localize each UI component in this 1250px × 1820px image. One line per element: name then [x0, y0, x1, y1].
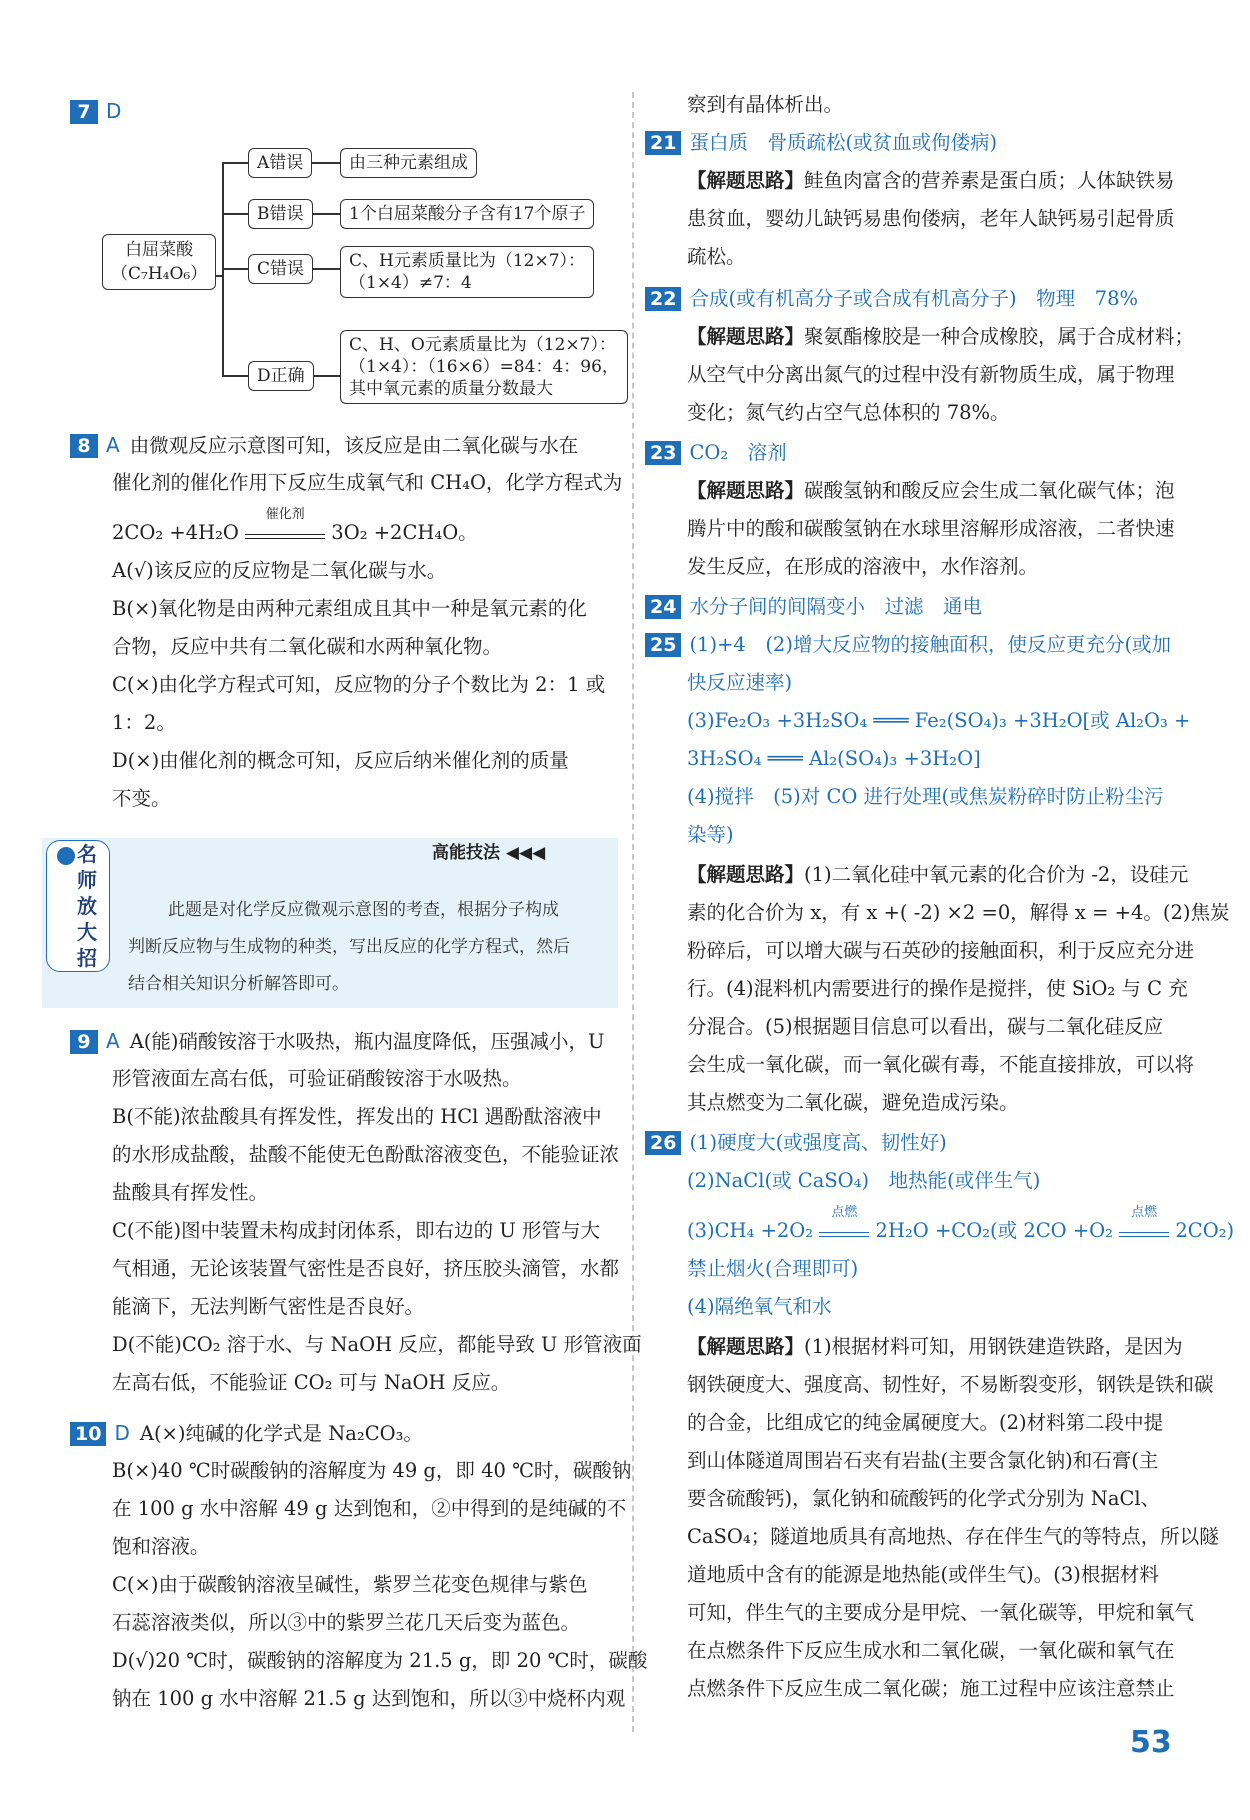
q25-header [645, 632, 1171, 658]
tree-d-label: D正确 [248, 361, 314, 391]
q10-number: 10 [70, 1422, 106, 1446]
q10-c2: 石蕊溶液类似，所以③中的紫罗兰花几天后变为蓝色。 [112, 1611, 581, 1634]
q25-l1: 【解题思路】(1)二氧化硅中氧元素的化合价为 -2，设硅元 [687, 863, 1189, 886]
teacher-icon [57, 847, 75, 865]
q7-number: 7 [70, 100, 98, 124]
q26-answer-4: 禁止烟火(合理即可) [687, 1257, 859, 1280]
q8-c2: 1：2。 [112, 711, 176, 734]
q22-l2: 从空气中分离出氮气的过程中没有新物质生成，属于物理 [687, 363, 1175, 386]
q22-answer: 合成(或有机高分子或合成有机高分子) 物理 78% [689, 287, 1139, 310]
q23-l3: 发生反应，在形成的溶液中，水作溶剂。 [687, 555, 1039, 578]
q8-line2: 催化剂的催化作用下反应生成氧气和 CH₄O，化学方程式为 [112, 471, 623, 494]
q21-l2: 患贫血，婴幼儿缺钙易患佝偻病，老年人缺钙易引起骨质 [687, 207, 1175, 230]
q21-number: 21 [645, 131, 681, 155]
q8-answer: A [106, 433, 120, 457]
q9-c3: 能滴下，无法判断气密性是否良好。 [112, 1295, 425, 1318]
q21-l3: 疏松。 [687, 245, 746, 268]
q25-l7: 其点燃变为二氧化碳，避免造成污染。 [687, 1091, 1019, 1114]
q21-l1: 【解题思路】鲑鱼肉富含的营养素是蛋白质；人体缺铁易 [687, 169, 1175, 192]
q10-answer: D [114, 1421, 130, 1445]
q26-l9: 在点燃条件下反应生成水和二氧化碳，一氧化碳和氧气在 [687, 1639, 1175, 1662]
q25-answer-4: 3H₂SO₄ ═══ Al₂(SO₄)₃ +3H₂O] [687, 747, 981, 770]
q10-b2: 在 100 g 水中溶解 49 g 达到饱和，②中得到的是纯碱的不 [112, 1497, 627, 1520]
q22-l3: 变化；氮气约占空气总体积的 78%。 [687, 401, 1010, 424]
q25-l5: 分混合。(5)根据题目信息可以看出，碳与二氧化硅反应 [687, 1015, 1164, 1038]
q9-d2: 左高右低，不能验证 CO₂ 可与 NaOH 反应。 [112, 1371, 511, 1394]
q26-l2: 钢铁硬度大、强度高、韧性好，不易断裂变形，钢铁是铁和碳 [687, 1373, 1214, 1396]
q10-b3: 饱和溶液。 [112, 1535, 210, 1558]
q25-l2: 素的化合价为 x，有 x +( -2) ×2 =0，解得 x = +4。(2)焦炭 [687, 901, 1230, 924]
q8-c1: C(×)由化学方程式可知，反应物的分子个数比为 2：1 或 [112, 673, 606, 696]
q9-c2: 气相通，无论该装置气密性是否良好，挤压胶头滴管，水都 [112, 1257, 620, 1280]
q10-continued: 察到有晶体析出。 [687, 93, 844, 116]
column-divider [632, 92, 634, 1732]
q7-answer: D [106, 99, 122, 123]
q9-c1: C(不能)图中装置未构成封闭体系，即右边的 U 形管与大 [112, 1219, 600, 1242]
tree-a-label: A错误 [248, 148, 312, 178]
q8-b1: B(×)氧化物是由两种元素组成且其中一种是氧元素的化 [112, 597, 587, 620]
q8-a: A(√)该反应的反应物是二氧化碳与水。 [112, 559, 447, 582]
q22-number: 22 [645, 287, 681, 311]
q26-answer-2: (2)NaCl(或 CaSO₄) 地热能(或伴生气) [687, 1169, 1041, 1192]
q25-l4: 行。(4)混料机内需要进行的操作是搅拌，使 SiO₂ 与 C 充 [687, 977, 1188, 1000]
q9-line2: 形管液面左高右低，可验证硝酸铵溶于水吸热。 [112, 1067, 522, 1090]
q25-l3: 粉碎后，可以增大碳与石英砂的接触面积，利于反应充分进 [687, 939, 1195, 962]
q26-l6: CaSO₄；隧道地质具有高地热、存在伴生气的等特点，所以隧 [687, 1525, 1219, 1548]
tip-label: 名师放大招 [46, 840, 110, 972]
q23-number: 23 [645, 441, 681, 465]
tip-subtitle: 高能技法 ◀◀◀ [432, 843, 546, 863]
tip-text1: 此题是对化学反应微观示意图的考查，根据分子构成 [168, 900, 559, 920]
tree-c-label: C错误 [248, 254, 313, 284]
tree-d-text: C、H、O元素质量比为（12×7）： （1×4）：（16×6）=84：4：96， 其中氧元素的质量分数最大 [340, 330, 628, 404]
q26-header [645, 1130, 947, 1156]
q25-answer-2: 快反应速率) [687, 671, 793, 694]
q8-b2: 合物，反应中共有二氧化碳和水两种氧化物。 [112, 635, 503, 658]
q23-answer: CO₂ 溶剂 [689, 441, 787, 464]
q23-l2: 腾片中的酸和碳酸氢钠在水球里溶解形成溶液，二者快速 [687, 517, 1175, 540]
q9-b3: 盐酸具有挥发性。 [112, 1181, 269, 1204]
q10-line1: 10 D A(×)纯碱的化学式是 Na₂CO₃。 [70, 1420, 423, 1447]
q26-l1: 【解题思路】(1)根据材料可知，用钢铁建造铁路，是因为 [687, 1335, 1183, 1358]
q9-b2: 的水形成盐酸，盐酸不能使无色酚酞溶液变色，不能验证浓 [112, 1143, 620, 1166]
q10-c1: C(×)由于碳酸钠溶液呈碱性，紫罗兰花变色规律与紫色 [112, 1573, 588, 1596]
q26-l5: 要含硫酸钙)，氯化钠和硫酸钙的化学式分别为 NaCl、 [687, 1487, 1161, 1510]
q25-number: 25 [645, 633, 681, 657]
arrow-icon: ◀◀◀ [505, 843, 546, 863]
tree-b-text: 1个白屈菜酸分子含有17个原子 [340, 199, 594, 229]
tree-root: 白屈菜酸 （C₇H₄O₆） [102, 234, 216, 290]
q26-answer-5: (4)隔绝氧气和水 [687, 1295, 832, 1318]
q8-equation: 2CO₂ +4H₂O 催化剂 3O₂ +2CH₄O。 [112, 507, 478, 544]
q26-answer-1: (1)硬度大(或强度高、韧性好) [689, 1131, 947, 1154]
q22-header [645, 286, 1138, 312]
q8-line1: 8 A 由微观反应示意图可知，该反应是由二氧化碳与水在 [70, 432, 578, 459]
q9-line1: 9 A A(能)硝酸铵溶于水吸热，瓶内温度降低，压强减小，U [70, 1028, 604, 1055]
q26-l4: 到山体隧道周围岩石夹有岩盐(主要含氯化钠)和石膏(主 [687, 1449, 1159, 1472]
tree-c-text: C、H元素质量比为（12×7）： （1×4）≠7：4 [340, 246, 594, 298]
q25-l6: 会生成一氧化碳，而一氧化碳有毒，不能直接排放，可以将 [687, 1053, 1195, 1076]
q8-d1: D(×)由催化剂的概念可知，反应后纳米催化剂的质量 [112, 749, 569, 772]
q26-l8: 可知，伴生气的主要成分是甲烷、一氧化碳等，甲烷和氧气 [687, 1601, 1195, 1624]
q26-l7: 道地质中含有的能源是地热能(或伴生气)。(3)根据材料 [687, 1563, 1159, 1586]
q10-d1: D(√)20 ℃时，碳酸钠的溶解度为 21.5 g，即 20 ℃时，碳酸 [112, 1649, 648, 1672]
q25-answer-5: (4)搅拌 (5)对 CO 进行处理(或焦炭粉碎时防止粉尘污 [687, 785, 1164, 808]
q22-l1: 【解题思路】聚氨酯橡胶是一种合成橡胶，属于合成材料； [687, 325, 1195, 348]
q8-number: 8 [70, 434, 98, 458]
q26-l10: 点燃条件下反应生成二氧化碳；施工过程中应该注意禁止 [687, 1677, 1175, 1700]
tree-a-text: 由三种元素组成 [340, 148, 477, 178]
q24-number: 24 [645, 595, 681, 619]
q7-header [70, 98, 131, 125]
q25-answer-1: (1)+4 (2)增大反应物的接触面积，使反应更充分(或加 [689, 633, 1172, 656]
q26-answer-3: (3)CH₄ +2O₂ 点燃 2H₂O +CO₂(或 2CO +O₂ 点燃 2CO₂) [687, 1205, 1235, 1242]
q10-d2: 钠在 100 g 水中溶解 21.5 g 达到饱和，所以③中烧杯内观 [112, 1687, 626, 1710]
q26-l3: 的合金，比组成它的纯金属硬度大。(2)材料第二段中提 [687, 1411, 1164, 1434]
q8-d2: 不变。 [112, 787, 171, 810]
q23-l1: 【解题思路】碳酸氢钠和酸反应会生成二氧化碳气体；泡 [687, 479, 1175, 502]
q10-b1: B(×)40 ℃时碳酸钠的溶解度为 49 g，即 40 ℃时，碳酸钠 [112, 1459, 632, 1482]
q9-number: 9 [70, 1030, 98, 1054]
q23-header [645, 440, 787, 466]
q21-header [645, 130, 997, 156]
q26-number: 26 [645, 1131, 681, 1155]
q9-d1: D(不能)CO₂ 溶于水、与 NaOH 反应，都能导致 U 形管液面 [112, 1333, 642, 1356]
q24-header [645, 594, 982, 620]
q25-answer-6: 染等) [687, 823, 734, 846]
q24-answer: 水分子间的间隔变小 过滤 通电 [689, 595, 982, 618]
q25-answer-3: (3)Fe₂O₃ +3H₂SO₄ ═══ Fe₂(SO₄)₃ +3H₂O[或 Al₂O₃ + [687, 709, 1191, 732]
q21-answer: 蛋白质 骨质疏松(或贫血或佝偻病) [689, 131, 998, 154]
tip-text2: 判断反应物与生成物的种类，写出反应的化学方程式，然后 [128, 937, 570, 957]
q9-answer: A [106, 1029, 120, 1053]
tip-text3: 结合相关知识分析解答即可。 [128, 974, 349, 994]
tree-b-label: B错误 [248, 199, 313, 229]
page-number: 53 [1130, 1725, 1172, 1760]
q9-b1: B(不能)浓盐酸具有挥发性，挥发出的 HCl 遇酚酞溶液中 [112, 1105, 602, 1128]
